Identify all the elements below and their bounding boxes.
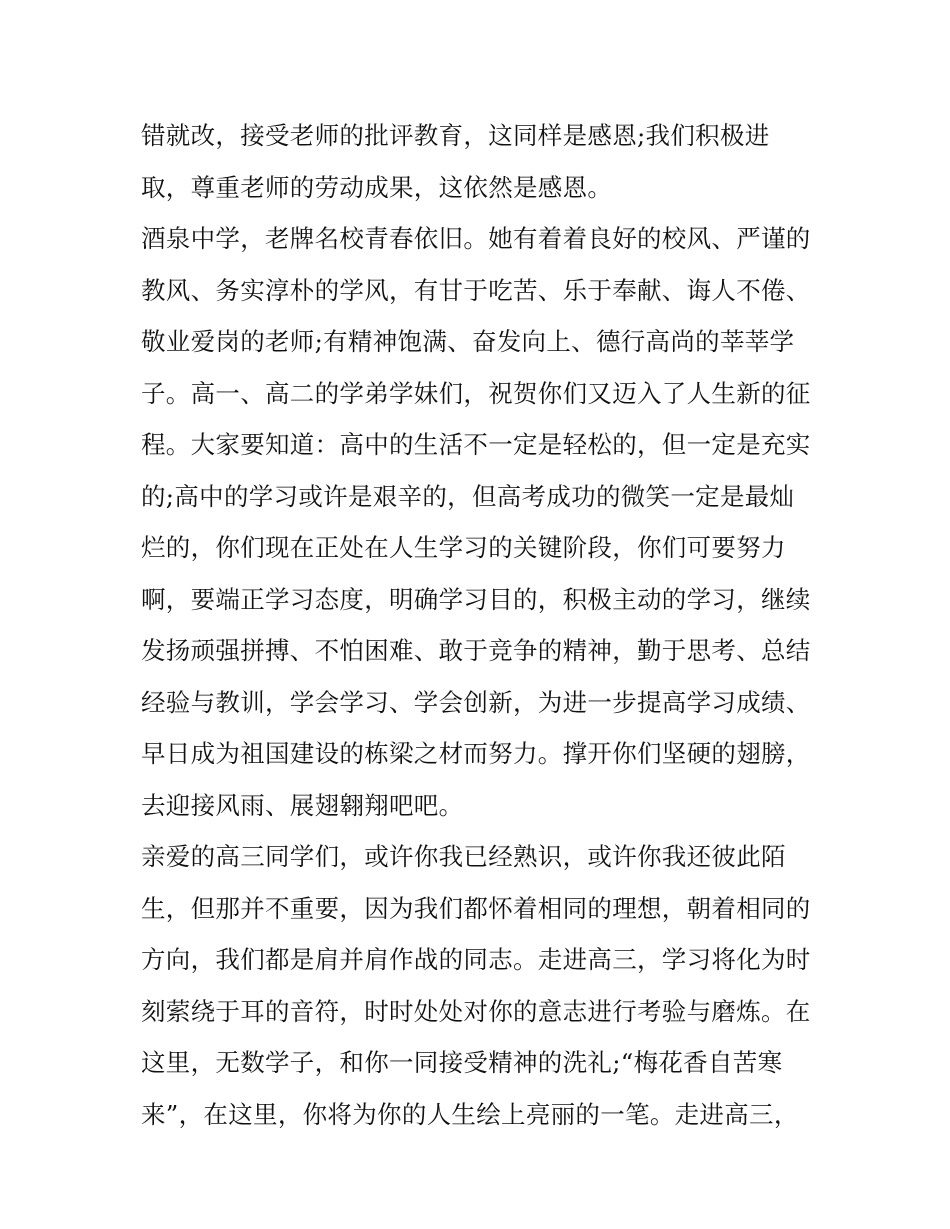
- text-line: 经验与教训，学会学习、学会创新，为进一步提高学习成绩、: [141, 687, 811, 717]
- text-line: 啊，要端正学习态度，明确学习目的，积极主动的学习，继续: [141, 584, 811, 614]
- text-line: 子。高一、高二的学弟学妹们，祝贺你们又迈入了人生新的征: [141, 378, 811, 408]
- text-line: 亲爱的高三同学们，或许你我已经熟识，或许你我还彼此陌: [141, 842, 786, 871]
- text-line: 来”，在这里，你将为你的人生绘上亮丽的一笔。走进高三，: [141, 1099, 799, 1129]
- text-line: 去迎接风雨、展翅翱翔吧吧。: [141, 790, 464, 820]
- text-line: 方向，我们都是肩并肩作战的同志。走进高三，学习将化为时: [141, 945, 811, 974]
- text-line: 生，但那并不重要，因为我们都怀着相同的理想，朝着相同的: [141, 893, 811, 923]
- text-line: 取，尊重老师的劳动成果，这依然是感恩。: [141, 172, 613, 202]
- text-line: 早日成为祖国建设的栋梁之材而努力。撑开你们坚硬的翅膀，: [141, 739, 811, 768]
- text-line: 错就改，接受老师的批评教育，这同样是感恩;我们积极进: [141, 121, 770, 150]
- document-body: [141, 110, 821, 1140]
- text-line: 发扬顽强拼搏、不怕困难、敢于竞争的精神，勤于思考、总结: [141, 636, 811, 665]
- text-line: 这里，无数学子，和你一同接受精神的洗礼;“梅花香自苦寒: [141, 1048, 783, 1077]
- text-line: 烂的，你们现在正处在人生学习的关键阶段，你们可要努力: [141, 533, 786, 562]
- text-line: 刻萦绕于耳的音符，时时处处对你的意志进行考验与磨炼。在: [141, 996, 811, 1026]
- text-line: 敬业爱岗的老师;有精神饱满、奋发向上、德行高尚的莘莘学: [141, 327, 795, 356]
- text-line: 酒泉中学，老牌名校青春依旧。她有着着良好的校风、严谨的: [141, 224, 811, 253]
- text-line: 的;高中的学习或许是艰辛的，但高考成功的微笑一定是最灿: [141, 481, 795, 511]
- text-line: 教风、务实淳朴的学风，有甘于吃苦、乐于奉献、诲人不倦、: [141, 275, 811, 305]
- text-line: 程。大家要知道：高中的生活不一定是轻松的，但一定是充实: [141, 430, 811, 459]
